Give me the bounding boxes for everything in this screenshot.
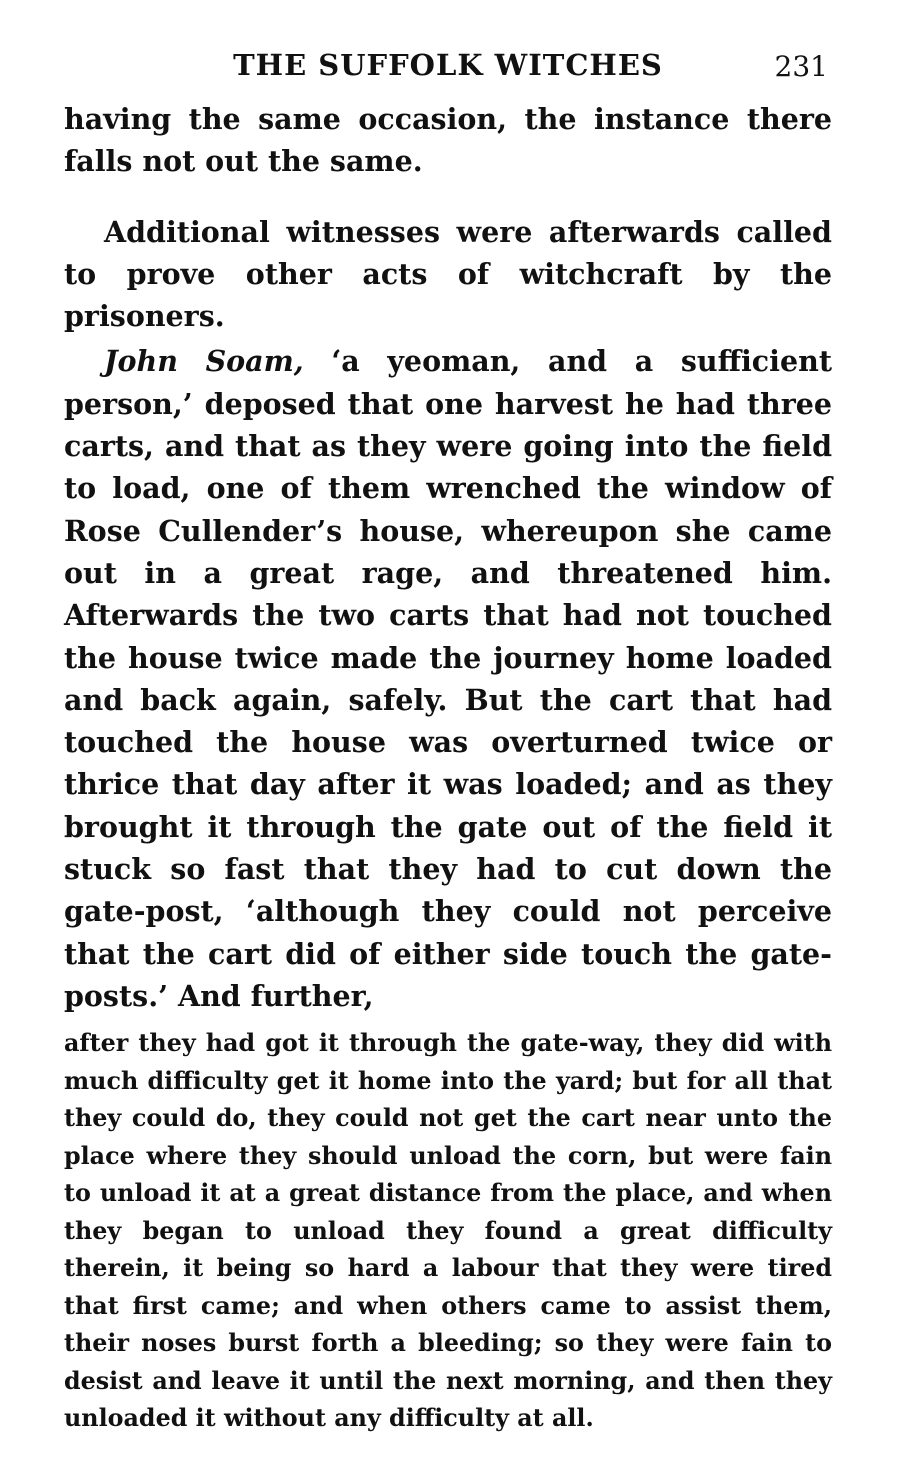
john-soam-paragraph [64, 340, 832, 1017]
running-title: THE SUFFOLK WITCHES [233, 48, 663, 82]
quoted-deposition [64, 1025, 832, 1438]
additional-witnesses-paragraph: Additional witnesses were afterwards called to prove other acts of witchcraft by the prisoners. [64, 214, 832, 334]
book-page [64, 48, 832, 1438]
page-number: 231 [774, 50, 828, 83]
john-soam-testimony: ‘a yeoman, and a sufficient person,’ deposed that one harvest he had three carts, and that as they were going into the field to load, one of them wrenched the window of Rose Cullender’s house, whereupon she came out in a great rage, and threatened him. Afterwards the two carts that had not touched the house twice made the journey home loaded and back again, safely. But the cart that had touched the house was overturned twice or thrice that day after it was loaded; and as they brought it through the gate out of the field it stuck so fast that they had to cut down the gate-post, ‘although they could not perceive that the cart did of either side touch the gate-posts.’ And further, [64, 344, 833, 1013]
continued-paragraph: having the same occasion, the instance there falls not out the same. [64, 102, 832, 179]
body-text [64, 98, 832, 1017]
running-head [64, 48, 832, 92]
witness-name: John Soam, [104, 344, 304, 379]
quoted-deposition-text: after they had got it through the gate-way, they did with much difficulty get it home into the yard; but for all that they could do, they could not get the cart near unto the place where they should unload the corn, but were fain to unload it at a great distance from the place, and when they began to unload they found a great difficulty therein, it being so hard a labour that they were tired that first came; and when others came to assist them, their noses burst forth a bleeding; so they were fain to desist and leave it until the next morning, and then they unloaded it without any difficulty at all. [64, 1029, 832, 1433]
